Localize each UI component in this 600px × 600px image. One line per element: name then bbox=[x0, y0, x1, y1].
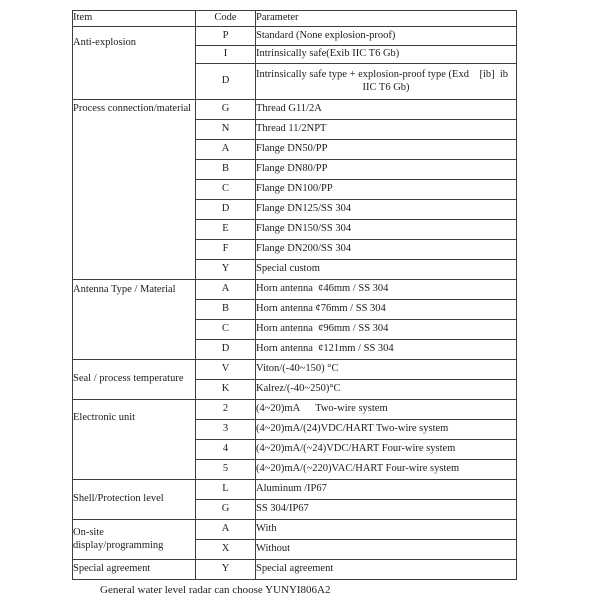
code-cell: V bbox=[196, 360, 256, 380]
param-cell: Horn antenna ¢96mm / SS 304 bbox=[256, 320, 517, 340]
param-cell: Horn antenna ¢121mm / SS 304 bbox=[256, 340, 517, 360]
header-row bbox=[73, 11, 517, 27]
param-cell: Flange DN200/SS 304 bbox=[256, 240, 517, 260]
code-cell: 4 bbox=[196, 440, 256, 460]
code-cell: C bbox=[196, 320, 256, 340]
table-row bbox=[73, 400, 517, 420]
param-cell: Viton/(-40~150) °C bbox=[256, 360, 517, 380]
code-cell: D bbox=[196, 340, 256, 360]
param-cell: Thread G11/2A bbox=[256, 100, 517, 120]
item-cell: Shell/Protection level bbox=[73, 480, 196, 520]
param-cell: Flange DN150/SS 304 bbox=[256, 220, 517, 240]
code-cell: I bbox=[196, 45, 256, 64]
table-row bbox=[73, 100, 517, 120]
param-cell: SS 304/IP67 bbox=[256, 500, 517, 520]
code-cell: B bbox=[196, 300, 256, 320]
param-cell: Standard (None explosion-proof) bbox=[256, 27, 517, 46]
code-cell: C bbox=[196, 180, 256, 200]
param-cell: Flange DN125/SS 304 bbox=[256, 200, 517, 220]
code-cell: X bbox=[196, 540, 256, 560]
item-cell: Antenna Type / Material bbox=[73, 280, 196, 360]
spec-table-body bbox=[73, 27, 517, 580]
param-cell: Flange DN80/PP bbox=[256, 160, 517, 180]
code-cell: Y bbox=[196, 260, 256, 280]
table-row bbox=[73, 360, 517, 380]
spec-table bbox=[72, 10, 517, 580]
table-row bbox=[73, 560, 517, 580]
code-cell: L bbox=[196, 480, 256, 500]
code-cell: D bbox=[196, 200, 256, 220]
param-cell: Kalrez/(-40~250)°C bbox=[256, 380, 517, 400]
item-cell: Electronic unit bbox=[73, 400, 196, 480]
param-cell: (4~20)mA/(~220)VAC/HART Four-wire system bbox=[256, 460, 517, 480]
param-cell: Thread 11/2NPT bbox=[256, 120, 517, 140]
code-cell: E bbox=[196, 220, 256, 240]
param-cell: With bbox=[256, 520, 517, 540]
table-row bbox=[73, 27, 517, 46]
param-cell: Horn antenna ¢76mm / SS 304 bbox=[256, 300, 517, 320]
code-cell: A bbox=[196, 140, 256, 160]
code-cell: A bbox=[196, 280, 256, 300]
col-header-parameter: Parameter bbox=[256, 11, 517, 27]
code-cell: 5 bbox=[196, 460, 256, 480]
code-cell: G bbox=[196, 100, 256, 120]
code-cell: 3 bbox=[196, 420, 256, 440]
code-cell: G bbox=[196, 500, 256, 520]
param-cell: Without bbox=[256, 540, 517, 560]
param-cell: Horn antenna ¢46mm / SS 304 bbox=[256, 280, 517, 300]
item-cell: Special agreement bbox=[73, 560, 196, 580]
param-line-1: Intrinsically safe type + explosion-proof type (Exd [ib] ib bbox=[256, 69, 509, 80]
param-cell: Aluminum /IP67 bbox=[256, 480, 517, 500]
param-cell: Special custom bbox=[256, 260, 517, 280]
code-cell: K bbox=[196, 380, 256, 400]
table-row bbox=[73, 280, 517, 300]
col-header-item: Item bbox=[73, 11, 196, 27]
col-header-code: Code bbox=[196, 11, 256, 27]
code-cell: P bbox=[196, 27, 256, 46]
param-cell: (4~20)mA/(~24)VDC/HART Four-wire system bbox=[256, 440, 517, 460]
param-cell: (4~20)mA Two-wire system bbox=[256, 400, 517, 420]
param-cell: Flange DN100/PP bbox=[256, 180, 517, 200]
spec-table-header bbox=[73, 11, 517, 27]
item-cell: On-site display/programming bbox=[73, 520, 196, 560]
code-cell: Y bbox=[196, 560, 256, 580]
param-cell: Special agreement bbox=[256, 560, 517, 580]
param-cell bbox=[256, 64, 517, 100]
item-cell: Process connection/material bbox=[73, 100, 196, 280]
footer-note: General water level radar can choose YUNYI806A2 bbox=[100, 584, 331, 596]
code-cell: F bbox=[196, 240, 256, 260]
code-cell: D bbox=[196, 64, 256, 100]
code-cell: A bbox=[196, 520, 256, 540]
code-cell: B bbox=[196, 160, 256, 180]
item-cell: Seal / process temperature bbox=[73, 360, 196, 400]
item-cell: Anti-explosion bbox=[73, 27, 196, 100]
param-cell: Intrinsically safe(Exib IIC T6 Gb) bbox=[256, 45, 517, 64]
param-cell: Flange DN50/PP bbox=[256, 140, 517, 160]
table-row bbox=[73, 520, 517, 540]
param-cell: (4~20)mA/(24)VDC/HART Two-wire system bbox=[256, 420, 517, 440]
table-row bbox=[73, 480, 517, 500]
param-line-2: IIC T6 Gb) bbox=[362, 81, 410, 93]
code-cell: 2 bbox=[196, 400, 256, 420]
code-cell: N bbox=[196, 120, 256, 140]
